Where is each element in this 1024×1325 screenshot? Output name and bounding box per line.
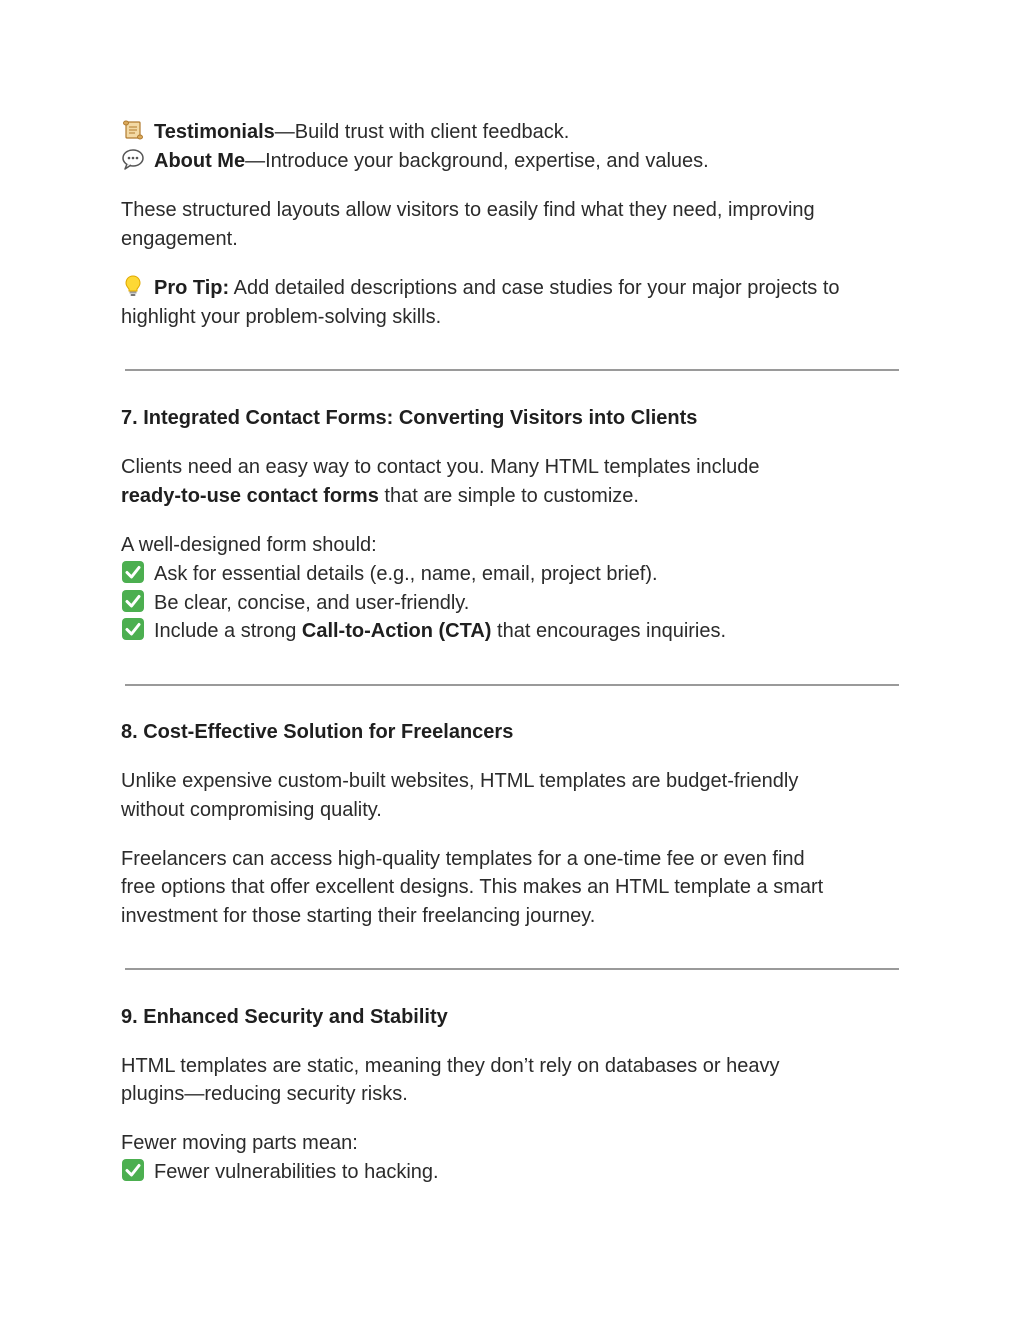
scroll-icon: [121, 118, 145, 142]
section7-list-intro: A well-designed form should:: [121, 534, 377, 556]
checklist-text: Fewer vulnerabilities to hacking.: [154, 1161, 439, 1183]
section-heading: 7. Integrated Contact Forms: Converting Visitors into Clients: [121, 407, 698, 429]
feature-title: About Me: [154, 150, 246, 172]
intro-paragraph-line: engagement.: [121, 228, 238, 250]
checklist-item: [121, 560, 658, 589]
check-mark-icon: [121, 589, 145, 613]
checklist-item: [121, 589, 469, 618]
speech-bubble-icon: [121, 147, 145, 171]
section7-paragraph-text: that are simple to customize.: [378, 485, 639, 507]
checklist-text: Include a strong: [154, 620, 302, 642]
checklist-item: [121, 617, 726, 646]
lightbulb-icon: [121, 274, 145, 298]
section7-paragraph-line: Clients need an easy way to contact you. Many HTML templates include: [121, 456, 760, 478]
cta-emphasis: Call-to-Action (CTA): [301, 620, 492, 642]
pro-tip-text-line: highlight your problem-solving skills.: [121, 306, 442, 328]
section9-paragraph-line: plugins—reducing security risks.: [121, 1083, 408, 1105]
section8-paragraph-line: without compromising quality.: [121, 799, 382, 821]
feature-item-about-me: [121, 147, 709, 176]
check-mark-icon: [121, 560, 145, 584]
check-mark-icon: [121, 1158, 145, 1182]
checklist-text: that encourages inquiries.: [491, 620, 727, 642]
check-mark-icon: [121, 617, 145, 641]
section8-paragraph-line: Unlike expensive custom-built websites, HTML templates are budget-friendly: [121, 770, 799, 792]
divider: [125, 968, 899, 970]
checklist-text: Be clear, concise, and user-friendly.: [154, 592, 470, 614]
intro-paragraph-line: These structured layouts allow visitors to easily find what they need, improving: [121, 199, 815, 221]
checklist-item: [121, 1158, 439, 1187]
pro-tip: [121, 274, 840, 303]
contact-forms-emphasis: ready-to-use contact forms: [121, 485, 379, 507]
feature-title: Testimonials: [154, 121, 275, 143]
pro-tip-label: Pro Tip:: [154, 277, 230, 299]
section-heading: 8. Cost-Effective Solution for Freelancers: [121, 721, 514, 743]
section9-list-intro: Fewer moving parts mean:: [121, 1132, 358, 1154]
feature-item-testimonials: [121, 118, 569, 147]
feature-description: —Introduce your background, expertise, and values.: [245, 150, 709, 172]
divider: [125, 684, 899, 686]
checklist-text: Ask for essential details (e.g., name, email, project brief).: [154, 563, 658, 585]
section-heading: 9. Enhanced Security and Stability: [121, 1006, 448, 1028]
section8-paragraph-line: free options that offer excellent designs. This makes an HTML template a smart: [121, 876, 824, 898]
section8-paragraph-line: investment for those starting their freelancing journey.: [121, 905, 596, 927]
pro-tip-text: Add detailed descriptions and case studies for your major projects to: [229, 277, 840, 299]
section7-paragraph-line: [121, 482, 639, 511]
divider: [125, 369, 899, 371]
section9-paragraph-line: HTML templates are static, meaning they don’t rely on databases or heavy: [121, 1055, 780, 1077]
section8-paragraph-line: Freelancers can access high-quality templates for a one-time fee or even find: [121, 848, 805, 870]
feature-description: —Build trust with client feedback.: [274, 121, 570, 143]
